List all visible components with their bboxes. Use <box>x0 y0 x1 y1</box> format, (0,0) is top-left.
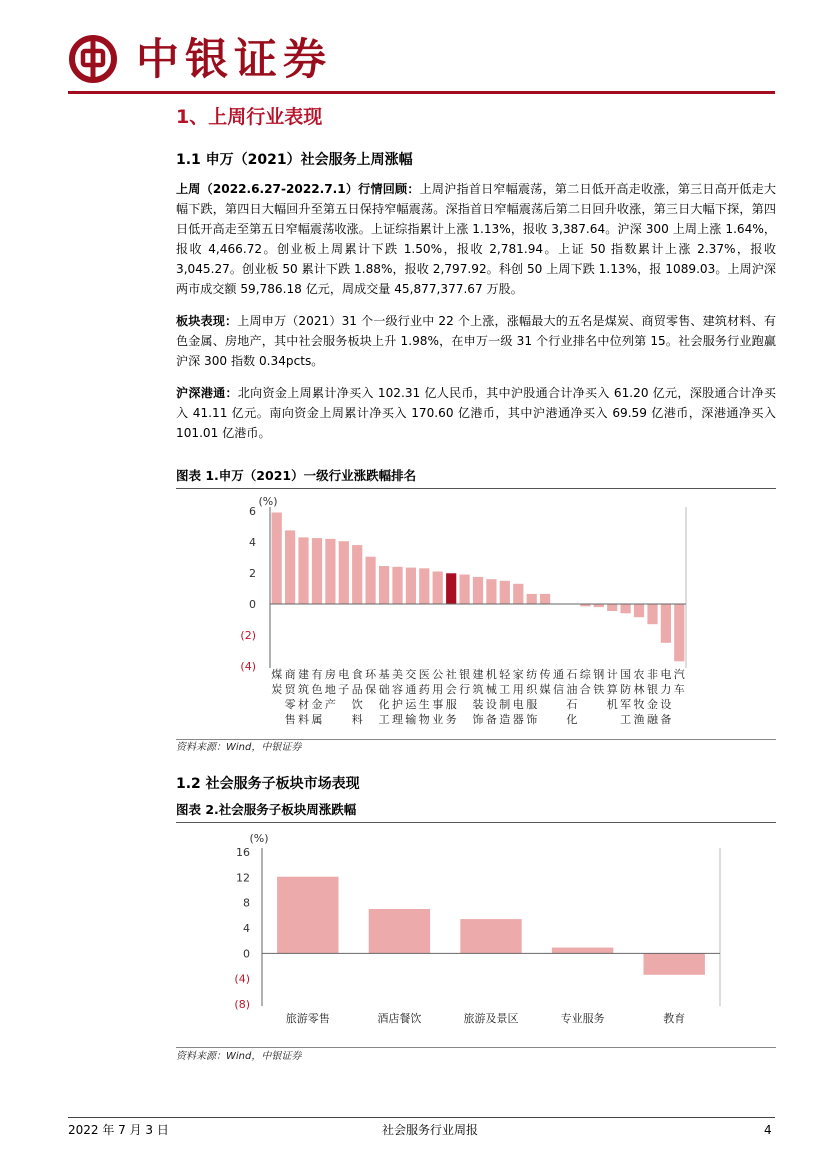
bar <box>406 568 416 604</box>
y-tick-label: 8 <box>243 896 250 910</box>
bar <box>298 537 308 604</box>
x-tick-label: 综合 <box>579 668 591 696</box>
bar <box>460 575 470 605</box>
x-tick-label: 酒店餐饮 <box>377 1012 422 1025</box>
x-tick-label: 农林牧渔 <box>633 668 645 726</box>
footer-date: 2022 年 7 月 3 日 <box>68 1123 169 1137</box>
bar <box>285 530 295 604</box>
bar <box>661 604 671 643</box>
x-tick-label: 轻工制造 <box>499 668 511 726</box>
x-tick-label: 电力设备 <box>660 668 672 726</box>
bar <box>419 568 429 604</box>
x-tick-label: 纺织服饰 <box>526 668 538 726</box>
bar <box>272 513 282 605</box>
paragraph-text: 北向资金上周累计净买入 102.31 亿人民币，其中沪股通合计净买入 61.20 亿元，深股通合计净买入 41.11 亿元。南向资金上周累计净买入 170.60 亿港币，其中沪港通净买入 69.59 亿港币，深港通净买入 101.01 亿港币。 <box>176 386 776 440</box>
x-tick-label: 电子 <box>338 668 350 696</box>
x-tick-label: 银行 <box>459 668 471 696</box>
industry-ranking-chart <box>176 490 776 738</box>
bar <box>674 604 684 661</box>
x-tick-label: 钢铁 <box>593 668 605 696</box>
x-tick-label: 旅游零售 <box>285 1012 330 1025</box>
x-tick-label: 计算机 <box>606 668 618 711</box>
y-tick-label: 0 <box>243 947 250 961</box>
x-tick-label: 专业服务 <box>560 1012 605 1025</box>
x-tick-label: 石油石化 <box>566 668 578 726</box>
subsection-title-2: 1.2 社会服务子板块市场表现 <box>176 776 360 792</box>
y-tick-label: 4 <box>243 922 250 935</box>
page-number: 4 <box>764 1123 772 1137</box>
y-axis-unit: (%) <box>258 495 278 508</box>
x-tick-label: 商贸零售 <box>284 668 296 726</box>
section-title: 1、上周行业表现 <box>176 106 323 128</box>
x-tick-label: 环保 <box>365 668 377 696</box>
bar <box>527 594 537 604</box>
bar <box>446 573 456 604</box>
bank-of-china-logo-icon <box>68 34 118 84</box>
bar <box>369 909 430 953</box>
y-tick-label: 12 <box>236 871 250 885</box>
figure-1-source: 资料来源：Wind，中银证券 <box>176 742 302 753</box>
bar <box>500 581 510 604</box>
y-tick-label: (4) <box>234 972 250 986</box>
bar <box>460 919 521 953</box>
bar <box>339 541 349 604</box>
x-tick-label: 交通运输 <box>405 668 417 726</box>
bar <box>433 572 443 605</box>
sub-sector-change-chart <box>176 824 776 1046</box>
x-tick-label: 非银金融 <box>647 668 658 726</box>
y-tick-label: 2 <box>249 567 256 580</box>
y-tick-label: (8) <box>234 998 250 1011</box>
paragraph-label: 上周（2022.6.27-2022.7.1）行情回顾： <box>176 182 420 196</box>
x-tick-label: 建筑装饰 <box>472 668 484 726</box>
x-tick-label: 煤炭 <box>271 668 283 696</box>
x-tick-label: 食品饮料 <box>351 668 363 726</box>
y-tick-label: 0 <box>249 598 256 611</box>
header-rule <box>68 91 775 94</box>
x-tick-label: 国防军工 <box>620 668 632 726</box>
paragraph-text: 上周沪指首日窄幅震荡，第二日低开高走收涨，第三日高开低走大幅下跌，第四日大幅回升至第五日保持窄幅震荡。深指首日窄幅震荡后第二日回升收涨，第三日大幅下探，第四日低开高走至第五日窄幅震荡收涨。上证综指累计上涨 1.13%，报收 3,387.64。沪深 300 上周上涨 1.64%，报收 4,466.72。创业板上周累计下跌 1.50%，报收 2,781.94。上证 50 指数累计上涨 2.37%，报收 3,045.27。创业板 50 累计下跌 1.88%，报收 2,797.92。科创 50 上周下跌 1.13%，报 1089.03。上周沪深两市成交额 59,786.18 亿元，周成交量 45,877,377.67 万股。 <box>176 182 776 296</box>
x-tick-label: 家用电器 <box>512 668 524 726</box>
bar <box>312 538 322 604</box>
x-tick-label: 社会服务 <box>445 668 457 726</box>
bar <box>379 566 389 604</box>
y-tick-label: (4) <box>240 660 256 673</box>
x-tick-label: 医药生物 <box>418 668 430 726</box>
bar <box>366 557 376 604</box>
bar <box>621 604 631 613</box>
figure-1-top-rule <box>176 488 776 489</box>
bar <box>644 953 705 975</box>
y-tick-label: 6 <box>249 505 256 518</box>
x-tick-label: 汽车 <box>673 668 685 696</box>
subsection-title-1: 1.1 申万（2021）社会服务上周涨幅 <box>176 152 413 168</box>
x-tick-label: 旅游及景区 <box>463 1012 519 1025</box>
bar <box>392 567 402 604</box>
figure-1-bottom-rule <box>176 739 776 740</box>
footer-rule <box>68 1117 775 1118</box>
figure-2-source: 资料来源：Wind，中银证券 <box>176 1051 302 1062</box>
x-tick-label: 建筑材料 <box>298 668 309 726</box>
y-tick-label: (2) <box>240 629 256 642</box>
paragraph-market-review <box>176 179 776 299</box>
bar <box>647 604 657 624</box>
bar <box>513 584 523 604</box>
paragraph-label: 板块表现： <box>176 314 238 328</box>
figure-2-title: 图表 2.社会服务子板块周涨跌幅 <box>176 802 357 817</box>
x-tick-label: 传媒 <box>539 668 551 696</box>
bar <box>325 539 335 604</box>
paragraph-stock-connect <box>176 383 776 443</box>
x-tick-label: 教育 <box>663 1012 686 1025</box>
brand-name: 中银证券 <box>136 35 332 85</box>
y-tick-label: 4 <box>249 536 256 549</box>
paragraph-label: 沪深港通： <box>176 386 238 400</box>
figure-2-top-rule <box>176 822 776 823</box>
footer-report-name: 社会服务行业周报 <box>382 1123 479 1137</box>
bar <box>540 594 550 604</box>
y-tick-label: 16 <box>236 846 250 859</box>
bar <box>473 577 483 604</box>
bar <box>352 545 362 604</box>
x-tick-label: 公用事业 <box>432 668 444 726</box>
x-tick-label: 美容护理 <box>392 668 403 726</box>
y-axis-unit: (%) <box>249 832 269 845</box>
x-tick-label: 机械设备 <box>485 668 497 726</box>
bar <box>607 604 617 611</box>
bar <box>277 877 338 954</box>
x-tick-label: 基础化工 <box>378 668 390 726</box>
bar <box>486 579 496 604</box>
figure-2-bottom-rule <box>176 1047 776 1048</box>
paragraph-sector-performance <box>176 311 776 371</box>
bar <box>552 948 613 954</box>
paragraph-text: 上周申万（2021）31 个一级行业中 22 个上涨，涨幅最大的五名是煤炭、商贸零售、建筑材料、有色金属、房地产，其中社会服务板块上升 1.98%，在申万一级 31 个行业排名中位列第 15。社会服务行业跑赢沪深 300 指数 0.34pcts。 <box>176 314 776 368</box>
x-tick-label: 有色金属 <box>311 668 323 726</box>
figure-1-title: 图表 1.申万（2021）一级行业涨跌幅排名 <box>176 468 417 483</box>
x-tick-label: 通信 <box>553 668 564 696</box>
x-tick-label: 房地产 <box>324 668 336 711</box>
bar <box>634 604 644 617</box>
